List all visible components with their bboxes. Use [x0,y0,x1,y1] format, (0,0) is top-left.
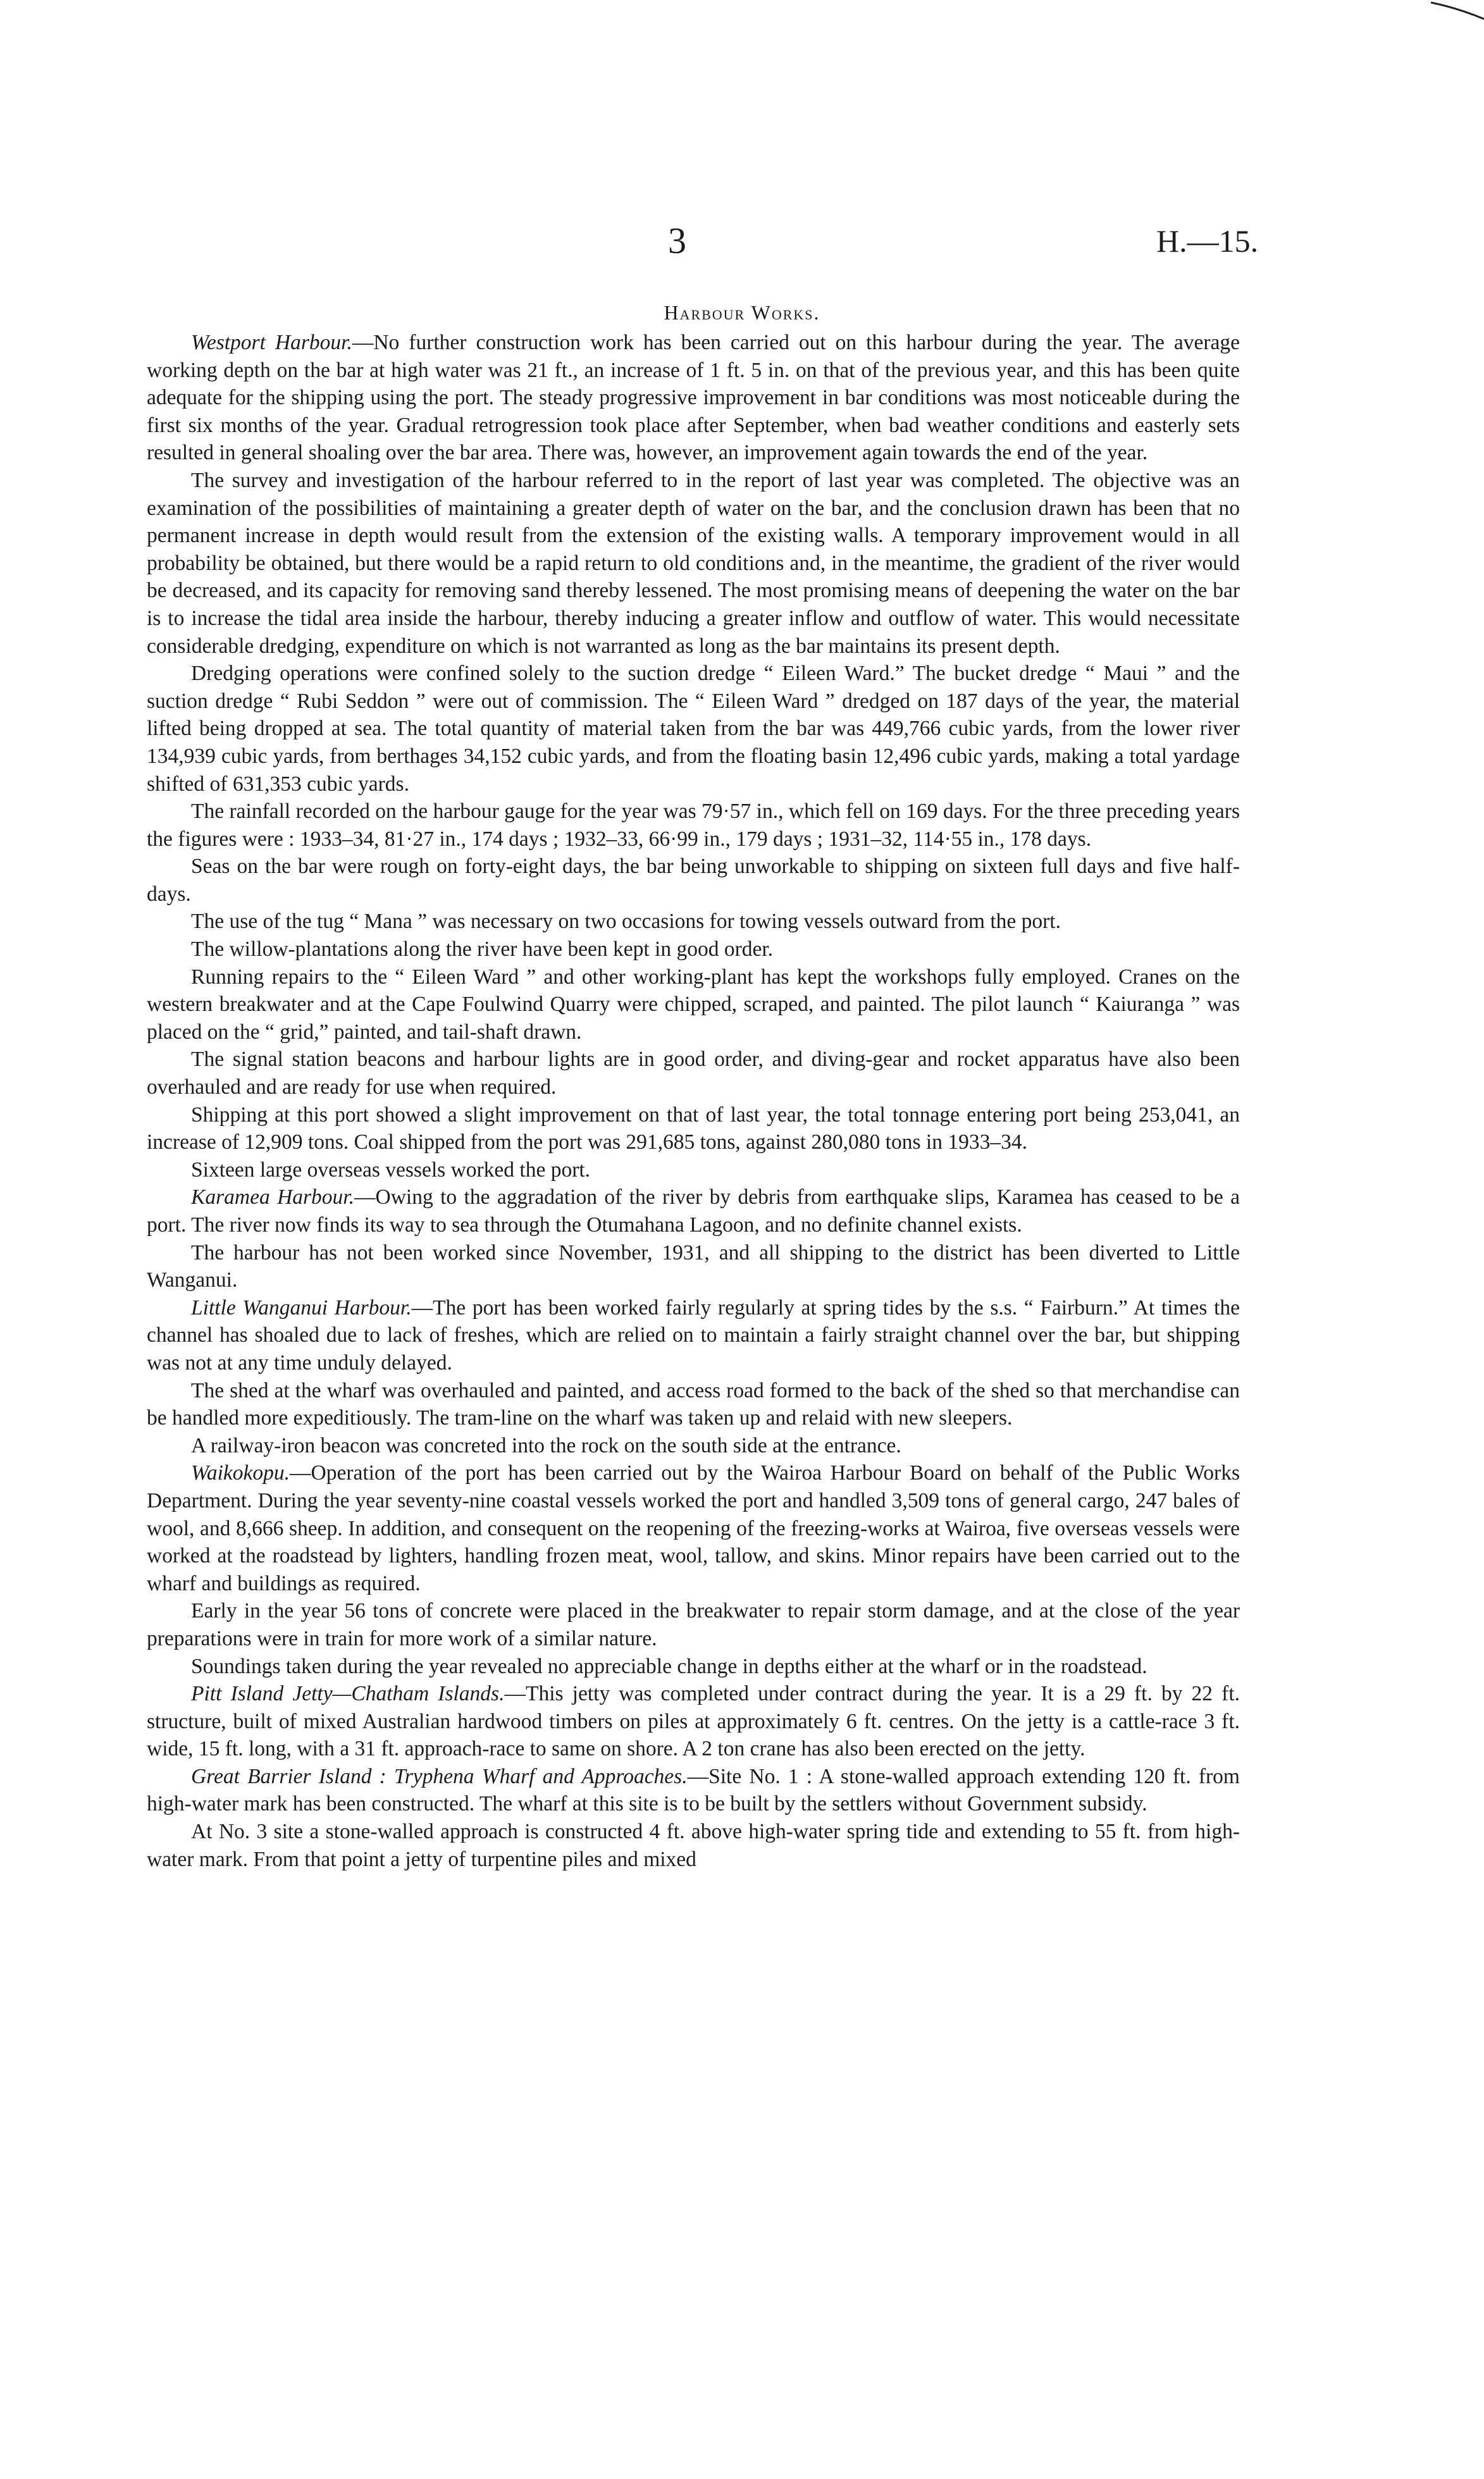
paragraph [147,1239,1240,1294]
paragraph-text: —Site No. 1 : A stone-walled approach extending 120 ft. from high-water mark has been constructed. The wharf at this site is to be built by the settlers without Government subsidy. [147,1764,1240,1816]
paragraph [147,1459,1240,1597]
paragraph [147,660,1240,798]
paragraph-text: The willow-plantations along the river have been kept in good order. [191,937,774,961]
paragraph [147,1680,1240,1763]
paragraph-text: —No further construction work has been carried out on this harbour during the year. The average working depth on the bar at high water was 21 ft., an increase of 1 ft. 5 in. on that of the previous year, and this has been quite adequate for the shipping using the port. The steady progressive improvement in bar conditions was most noticeable during the first six months of the year. Gradual retrogression took place after September, when bad weather conditions and easterly sets resulted in general shoaling over the bar area. There was, however, an improvement again towards the end of the year. [147,331,1240,465]
paragraph-text: Sixteen large overseas vessels worked the port. [191,1158,591,1182]
paragraph-heading: Little Wanganui Harbour. [191,1295,412,1320]
paragraph-text: The shed at the wharf was overhauled and painted, and access road formed to the back of the shed so that merchandise can be handled more expeditiously. The tram-line on the wharf was taken up and relaid with new sleepers. [147,1378,1240,1430]
paragraph-heading: Karamea Harbour. [191,1185,355,1209]
paragraph [147,908,1240,936]
paragraph [147,1763,1240,1818]
paragraph [147,1377,1240,1432]
document-reference: H.—15. [1156,223,1259,259]
paragraph [147,1046,1240,1101]
paragraph-text: The rainfall recorded on the harbour gauge for the year was 79·57 in., which fell on 169 days. For the three preceding years the figures were : 1933–34, 81·27 in., 174 days ; 1932–33, 66·99 in., 179 days ; 1931–32, 114·55 in., 178 days. [147,800,1240,851]
paragraph [147,1184,1240,1239]
paragraph [147,329,1240,467]
paragraph-text: A railway-iron beacon was concreted into the rock on the south side at the entrance. [191,1433,901,1457]
paragraph-text: The survey and investigation of the harbour referred to in the report of last year was completed. The objective was an examination of the possibilities of maintaining a greater depth of water on the bar, and the conclusion drawn has been that no permanent increase in depth would result from the extension of the existing walls. A temporary improvement would in all probability be obtained, but there would be a rapid return to old conditions and, in the meantime, the gradient of the river would be decreased, and its capacity for removing sand thereby lessened. The most promising means of deepening the water on the bar is to increase the tidal area inside the harbour, thereby inducing a greater inflow and outflow of water. This would necessitate considerable dredging, expenditure on which is not warranted as long as the bar maintains its present depth. [147,468,1240,658]
paragraph [147,853,1240,908]
paragraph-text: —Operation of the port has been carried out by the Wairoa Harbour Board on behalf of the Public Works Department. During the year seventy-nine coastal vessels worked the port and handled 3,509 tons of general cargo, 247 bales of wool, and 8,666 sheep. In addition, and consequent on the reopening of the freezing-works at Wairoa, five overseas vessels were worked at the roadstead by lighters, handling frozen meat, wool, tallow, and skins. Minor repairs have been carried out to the wharf and buildings as required. [147,1461,1240,1595]
paragraph [147,1597,1240,1652]
paragraph-text: Soundings taken during the year revealed no appreciable change in depths either at the wharf or in the roadstead. [191,1654,1147,1678]
paragraph-text: The harbour has not been worked since November, 1931, and all shipping to the district has been diverted to Little Wanganui. [147,1240,1240,1292]
paragraph-text: —This jetty was completed under contract during the year. It is a 29 ft. by 22 ft. structure, built of mixed Australian hardwood timbers on piles at approximately 6 ft. centres. On the jetty is a cattle-race 3 ft. wide, 15 ft. long, with a 31 ft. approach-race to same on shore. A 2 ton crane has also been erected on the jetty. [147,1682,1240,1761]
paragraph-heading: Waikokopu. [191,1461,290,1485]
body-text [147,329,1240,1873]
paragraph-text: Shipping at this port showed a slight improvement on that of last year, the total tonnage entering port being 253,041, an increase of 12,909 tons. Coal shipped from the port was 291,685 tons, against 280,080 tons in 1933–34. [147,1103,1240,1154]
paragraph-heading: Pitt Island Jetty—Chatham Islands. [191,1682,505,1706]
page-number: 3 [668,220,686,261]
paragraph [147,1653,1240,1681]
paragraph-text: Early in the year 56 tons of concrete were placed in the breakwater to repair storm damage, and at the close of the year preparations were in train for more work of a similar nature. [147,1599,1240,1650]
paragraph-text: The signal station beacons and harbour lights are in good order, and diving-gear and rocket apparatus have also been overhauled and are ready for use when required. [147,1048,1240,1099]
paragraph-text: Seas on the bar were rough on forty-eight days, the bar being unworkable to shipping on sixteen full days and five half-days. [147,855,1240,906]
paragraph-text: —Owing to the aggradation of the river by debris from earthquake slips, Karamea has ceased to be a port. The river now finds its way to sea through the Otumahana Lagoon, and no definite channel exists. [147,1185,1240,1237]
paragraph [147,1818,1240,1873]
paragraph-text: The use of the tug “ Mana ” was necessary on two occasions for towing vessels outward from the port. [191,910,1061,934]
paragraph-text: —The port has been worked fairly regularly at spring tides by the s.s. “ Fairburn.” At times the channel has shoaled due to lack of freshes, which are relied on to maintain a fairly straight channel over the bar, but shipping was not at any time unduly delayed. [147,1295,1240,1375]
paragraph [147,1432,1240,1460]
paragraph-text: At No. 3 site a stone-walled approach is constructed 4 ft. above high-water spring tide and extending to 55 ft. from high-water mark. From that point a jetty of turpentine piles and mixed [147,1820,1240,1871]
paragraph-heading: Westport Harbour. [191,331,352,354]
paragraph-text: Dredging operations were confined solely to the suction dredge “ Eileen Ward.” The bucket dredge “ Maui ” and the suction dredge “ Rubi Seddon ” were out of commission. The “ Eileen Ward ” dredged on 187 days of the year, the material lifted being dropped at sea. The total quantity of material taken from the bar was 449,766 cubic yards, from the lower river 134,939 cubic yards, from berthages 34,152 cubic yards, and from the floating basin 12,496 cubic yards, making a total yardage shifted of 631,353 cubic yards. [147,662,1240,796]
paragraph [147,963,1240,1046]
paragraph [147,798,1240,853]
paragraph-heading: Great Barrier Island : Tryphena Wharf and Approaches. [191,1764,688,1788]
paragraph [147,1156,1240,1184]
section-title: Harbour Works. [664,301,820,324]
page-corner-mark [1431,0,1484,25]
paragraph [147,936,1240,963]
paragraph-text: Running repairs to the “ Eileen Ward ” and other working-plant has kept the workshops fully employed. Cranes on the western breakwater and at the Cape Foulwind Quarry were chipped, scraped, and painted. The pilot launch “ Kaiuranga ” was placed on the “ grid,” painted, and tail-shaft drawn. [147,965,1240,1044]
paragraph [147,1294,1240,1377]
paragraph [147,1101,1240,1156]
paragraph [147,467,1240,660]
